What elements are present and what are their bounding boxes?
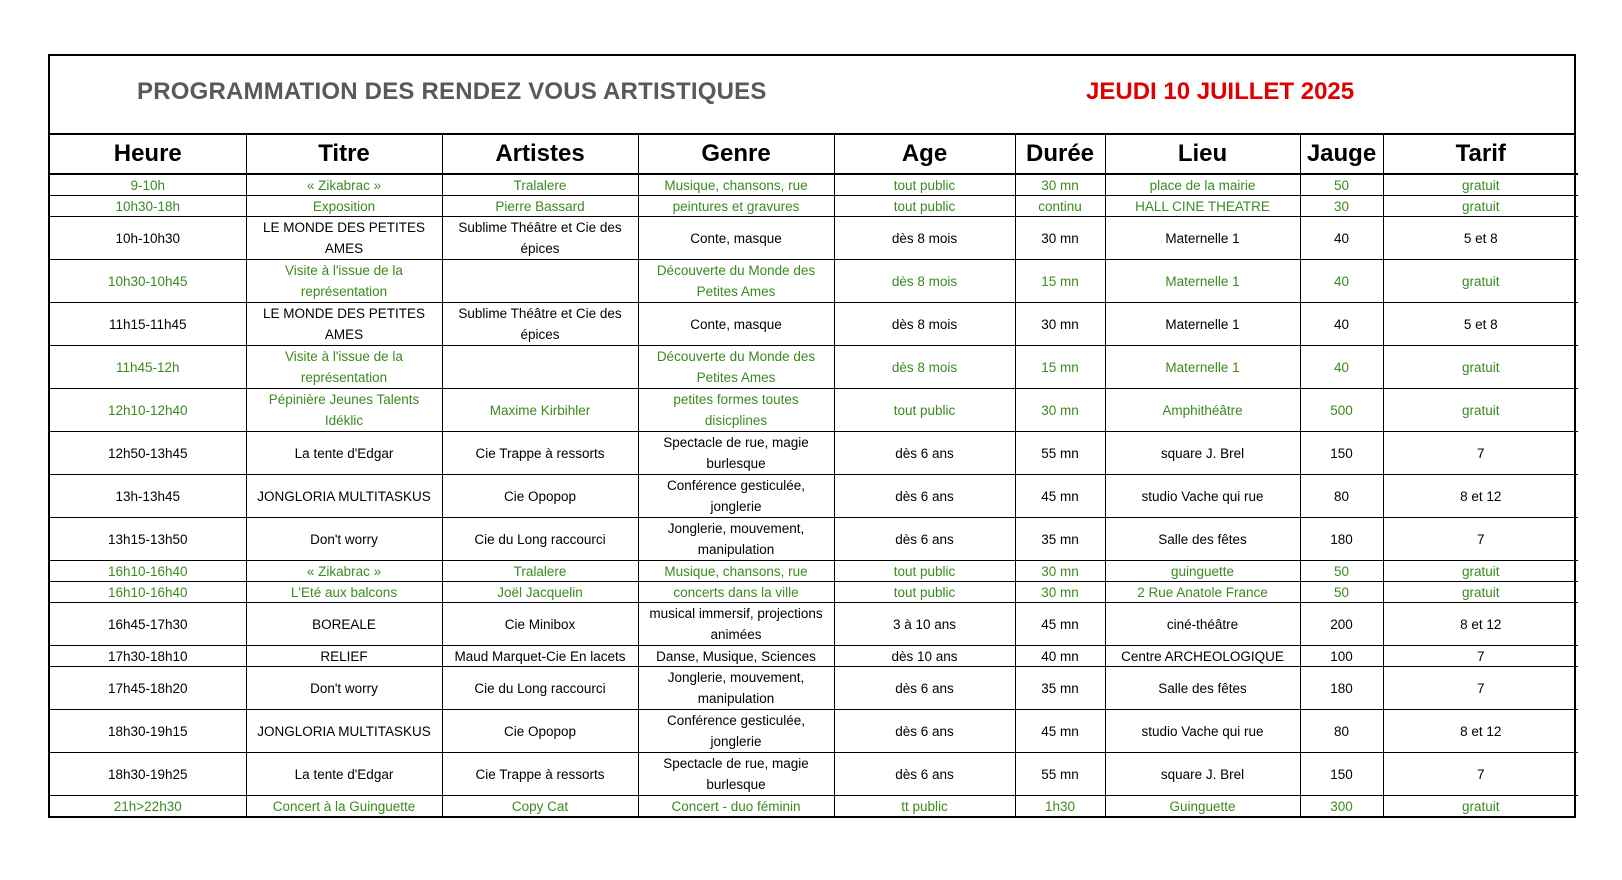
cell-artistes: Copy Cat: [442, 796, 638, 817]
cell-titre: La tente d'Edgar: [246, 432, 442, 475]
table-row: [50, 389, 1578, 432]
cell-jauge: 40: [1300, 260, 1383, 303]
cell-lieu: Maternelle 1: [1105, 217, 1300, 260]
page-title: PROGRAMMATION DES RENDEZ VOUS ARTISTIQUES: [137, 78, 767, 105]
cell-duree: 40 mn: [1015, 646, 1105, 667]
cell-heure: 21h>22h30: [50, 796, 246, 817]
cell-duree: 30 mn: [1015, 561, 1105, 582]
cell-duree: 55 mn: [1015, 432, 1105, 475]
cell-lieu: HALL CINE THEATRE: [1105, 196, 1300, 217]
cell-titre: BOREALE: [246, 603, 442, 646]
cell-genre: Danse, Musique, Sciences: [638, 646, 834, 667]
cell-duree: 45 mn: [1015, 603, 1105, 646]
cell-heure: 13h-13h45: [50, 475, 246, 518]
cell-titre: Pépinière Jeunes Talents Idéklic: [246, 389, 442, 432]
cell-age: tout public: [834, 174, 1015, 196]
table-row: [50, 196, 1578, 217]
column-header-heure: Heure: [50, 135, 246, 174]
cell-lieu: Salle des fêtes: [1105, 518, 1300, 561]
cell-titre: L'Eté aux balcons: [246, 582, 442, 603]
column-header-artistes: Artistes: [442, 135, 638, 174]
cell-age: dès 6 ans: [834, 432, 1015, 475]
cell-artistes: Cie du Long raccourci: [442, 667, 638, 710]
cell-genre: Découverte du Monde des Petites Ames: [638, 260, 834, 303]
cell-jauge: 40: [1300, 303, 1383, 346]
cell-heure: 11h15-11h45: [50, 303, 246, 346]
table-row: [50, 174, 1578, 196]
cell-tarif: gratuit: [1383, 260, 1578, 303]
cell-artistes: Tralalere: [442, 174, 638, 196]
cell-jauge: 150: [1300, 432, 1383, 475]
cell-jauge: 180: [1300, 518, 1383, 561]
cell-age: dès 8 mois: [834, 303, 1015, 346]
cell-artistes: Cie Minibox: [442, 603, 638, 646]
cell-lieu: Maternelle 1: [1105, 346, 1300, 389]
event-date: JEUDI 10 JUILLET 2025: [1086, 78, 1355, 105]
cell-jauge: 50: [1300, 561, 1383, 582]
cell-heure: 17h30-18h10: [50, 646, 246, 667]
cell-jauge: 500: [1300, 389, 1383, 432]
cell-lieu: studio Vache qui rue: [1105, 710, 1300, 753]
cell-duree: 55 mn: [1015, 753, 1105, 796]
cell-heure: 18h30-19h25: [50, 753, 246, 796]
table-row: [50, 518, 1578, 561]
cell-titre: LE MONDE DES PETITES AMES: [246, 217, 442, 260]
cell-lieu: guinguette: [1105, 561, 1300, 582]
cell-titre: « Zikabrac »: [246, 561, 442, 582]
cell-duree: 30 mn: [1015, 303, 1105, 346]
cell-tarif: 7: [1383, 646, 1578, 667]
cell-jauge: 50: [1300, 582, 1383, 603]
table-row: [50, 582, 1578, 603]
cell-heure: 18h30-19h15: [50, 710, 246, 753]
cell-titre: La tente d'Edgar: [246, 753, 442, 796]
cell-age: 3 à 10 ans: [834, 603, 1015, 646]
table-row: [50, 710, 1578, 753]
cell-duree: 45 mn: [1015, 710, 1105, 753]
cell-artistes: [442, 260, 638, 303]
cell-age: dès 6 ans: [834, 475, 1015, 518]
cell-tarif: 5 et 8: [1383, 303, 1578, 346]
column-header-jauge: Jauge: [1300, 135, 1383, 174]
cell-tarif: gratuit: [1383, 196, 1578, 217]
cell-tarif: gratuit: [1383, 346, 1578, 389]
cell-genre: Découverte du Monde des Petites Ames: [638, 346, 834, 389]
cell-heure: 10h30-18h: [50, 196, 246, 217]
cell-genre: Concert - duo féminin: [638, 796, 834, 817]
cell-heure: 17h45-18h20: [50, 667, 246, 710]
cell-heure: 12h50-13h45: [50, 432, 246, 475]
cell-heure: 12h10-12h40: [50, 389, 246, 432]
cell-lieu: Amphithéâtre: [1105, 389, 1300, 432]
cell-heure: 16h45-17h30: [50, 603, 246, 646]
column-header-genre: Genre: [638, 135, 834, 174]
cell-duree: 30 mn: [1015, 582, 1105, 603]
cell-duree: 15 mn: [1015, 260, 1105, 303]
cell-titre: « Zikabrac »: [246, 174, 442, 196]
cell-lieu: studio Vache qui rue: [1105, 475, 1300, 518]
cell-genre: Jonglerie, mouvement, manipulation: [638, 667, 834, 710]
cell-lieu: 2 Rue Anatole France: [1105, 582, 1300, 603]
cell-tarif: gratuit: [1383, 174, 1578, 196]
cell-heure: 9-10h: [50, 174, 246, 196]
cell-age: tt public: [834, 796, 1015, 817]
cell-age: tout public: [834, 561, 1015, 582]
table-row: [50, 432, 1578, 475]
table-row: [50, 303, 1578, 346]
cell-lieu: place de la mairie: [1105, 174, 1300, 196]
table-row: [50, 646, 1578, 667]
title-band: [50, 56, 1574, 135]
cell-age: dès 10 ans: [834, 646, 1015, 667]
cell-jauge: 40: [1300, 217, 1383, 260]
table-row: [50, 260, 1578, 303]
cell-lieu: Salle des fêtes: [1105, 667, 1300, 710]
cell-jauge: 30: [1300, 196, 1383, 217]
cell-age: tout public: [834, 582, 1015, 603]
cell-artistes: Cie Opopop: [442, 710, 638, 753]
cell-age: dès 6 ans: [834, 710, 1015, 753]
cell-lieu: Maternelle 1: [1105, 303, 1300, 346]
cell-age: tout public: [834, 196, 1015, 217]
cell-genre: Conte, masque: [638, 303, 834, 346]
cell-genre: Spectacle de rue, magie burlesque: [638, 432, 834, 475]
table-row: [50, 753, 1578, 796]
cell-titre: JONGLORIA MULTITASKUS: [246, 710, 442, 753]
cell-duree: 35 mn: [1015, 667, 1105, 710]
cell-tarif: 7: [1383, 518, 1578, 561]
schedule-table: [50, 135, 1578, 816]
cell-titre: RELIEF: [246, 646, 442, 667]
cell-jauge: 150: [1300, 753, 1383, 796]
cell-duree: 1h30: [1015, 796, 1105, 817]
table-row: [50, 603, 1578, 646]
cell-artistes: Sublime Théâtre et Cie des épices: [442, 217, 638, 260]
cell-genre: Conférence gesticulée, jonglerie: [638, 710, 834, 753]
cell-lieu: Guinguette: [1105, 796, 1300, 817]
cell-tarif: 5 et 8: [1383, 217, 1578, 260]
cell-duree: 45 mn: [1015, 475, 1105, 518]
cell-age: dès 6 ans: [834, 667, 1015, 710]
cell-tarif: gratuit: [1383, 389, 1578, 432]
cell-artistes: Cie Trappe à ressorts: [442, 432, 638, 475]
cell-tarif: 7: [1383, 432, 1578, 475]
cell-artistes: Sublime Théâtre et Cie des épices: [442, 303, 638, 346]
table-header-row: [50, 135, 1578, 174]
cell-genre: peintures et gravures: [638, 196, 834, 217]
cell-titre: LE MONDE DES PETITES AMES: [246, 303, 442, 346]
cell-heure: 16h10-16h40: [50, 561, 246, 582]
table-row: [50, 217, 1578, 260]
cell-age: dès 8 mois: [834, 217, 1015, 260]
cell-artistes: Cie Opopop: [442, 475, 638, 518]
cell-jauge: 80: [1300, 475, 1383, 518]
cell-age: dès 6 ans: [834, 753, 1015, 796]
column-header-lieu: Lieu: [1105, 135, 1300, 174]
cell-lieu: Maternelle 1: [1105, 260, 1300, 303]
column-header-tarif: Tarif: [1383, 135, 1578, 174]
cell-genre: Musique, chansons, rue: [638, 561, 834, 582]
cell-jauge: 100: [1300, 646, 1383, 667]
cell-artistes: Maxime Kirbihler: [442, 389, 638, 432]
cell-tarif: gratuit: [1383, 561, 1578, 582]
cell-artistes: Cie du Long raccourci: [442, 518, 638, 561]
cell-age: dès 8 mois: [834, 260, 1015, 303]
cell-duree: 30 mn: [1015, 389, 1105, 432]
cell-artistes: Pierre Bassard: [442, 196, 638, 217]
cell-age: dès 8 mois: [834, 346, 1015, 389]
schedule-sheet: [48, 54, 1576, 818]
cell-heure: 11h45-12h: [50, 346, 246, 389]
cell-tarif: 7: [1383, 667, 1578, 710]
cell-artistes: Maud Marquet-Cie En lacets: [442, 646, 638, 667]
table-row: [50, 796, 1578, 817]
cell-age: tout public: [834, 389, 1015, 432]
cell-artistes: Joël Jacquelin: [442, 582, 638, 603]
cell-tarif: 8 et 12: [1383, 475, 1578, 518]
cell-duree: continu: [1015, 196, 1105, 217]
cell-genre: petites formes toutes disicplines: [638, 389, 834, 432]
cell-age: dès 6 ans: [834, 518, 1015, 561]
column-header-age: Age: [834, 135, 1015, 174]
cell-lieu: square J. Brel: [1105, 432, 1300, 475]
cell-artistes: Tralalere: [442, 561, 638, 582]
cell-titre: Exposition: [246, 196, 442, 217]
cell-jauge: 300: [1300, 796, 1383, 817]
cell-tarif: 8 et 12: [1383, 603, 1578, 646]
cell-duree: 30 mn: [1015, 217, 1105, 260]
schedule-body: [50, 174, 1578, 816]
cell-duree: 30 mn: [1015, 174, 1105, 196]
cell-heure: 13h15-13h50: [50, 518, 246, 561]
cell-jauge: 50: [1300, 174, 1383, 196]
cell-genre: Musique, chansons, rue: [638, 174, 834, 196]
cell-titre: Visite à l'issue de la représentation: [246, 260, 442, 303]
cell-lieu: square J. Brel: [1105, 753, 1300, 796]
column-header-duree: Durée: [1015, 135, 1105, 174]
table-row: [50, 561, 1578, 582]
cell-genre: Spectacle de rue, magie burlesque: [638, 753, 834, 796]
cell-artistes: Cie Trappe à ressorts: [442, 753, 638, 796]
cell-genre: Jonglerie, mouvement, manipulation: [638, 518, 834, 561]
cell-tarif: 7: [1383, 753, 1578, 796]
cell-tarif: 8 et 12: [1383, 710, 1578, 753]
cell-titre: Don't worry: [246, 667, 442, 710]
cell-duree: 15 mn: [1015, 346, 1105, 389]
cell-lieu: ciné-théâtre: [1105, 603, 1300, 646]
cell-duree: 35 mn: [1015, 518, 1105, 561]
cell-heure: 10h30-10h45: [50, 260, 246, 303]
cell-tarif: gratuit: [1383, 582, 1578, 603]
column-header-titre: Titre: [246, 135, 442, 174]
cell-heure: 10h-10h30: [50, 217, 246, 260]
cell-titre: Don't worry: [246, 518, 442, 561]
cell-lieu: Centre ARCHEOLOGIQUE: [1105, 646, 1300, 667]
cell-genre: musical immersif, projections animées: [638, 603, 834, 646]
cell-titre: JONGLORIA MULTITASKUS: [246, 475, 442, 518]
table-row: [50, 475, 1578, 518]
cell-jauge: 40: [1300, 346, 1383, 389]
cell-genre: Conférence gesticulée, jonglerie: [638, 475, 834, 518]
cell-tarif: gratuit: [1383, 796, 1578, 817]
cell-jauge: 80: [1300, 710, 1383, 753]
table-row: [50, 346, 1578, 389]
table-row: [50, 667, 1578, 710]
cell-genre: Conte, masque: [638, 217, 834, 260]
cell-genre: concerts dans la ville: [638, 582, 834, 603]
cell-artistes: [442, 346, 638, 389]
cell-jauge: 200: [1300, 603, 1383, 646]
cell-titre: Visite à l'issue de la représentation: [246, 346, 442, 389]
cell-jauge: 180: [1300, 667, 1383, 710]
cell-heure: 16h10-16h40: [50, 582, 246, 603]
cell-titre: Concert à la Guinguette: [246, 796, 442, 817]
